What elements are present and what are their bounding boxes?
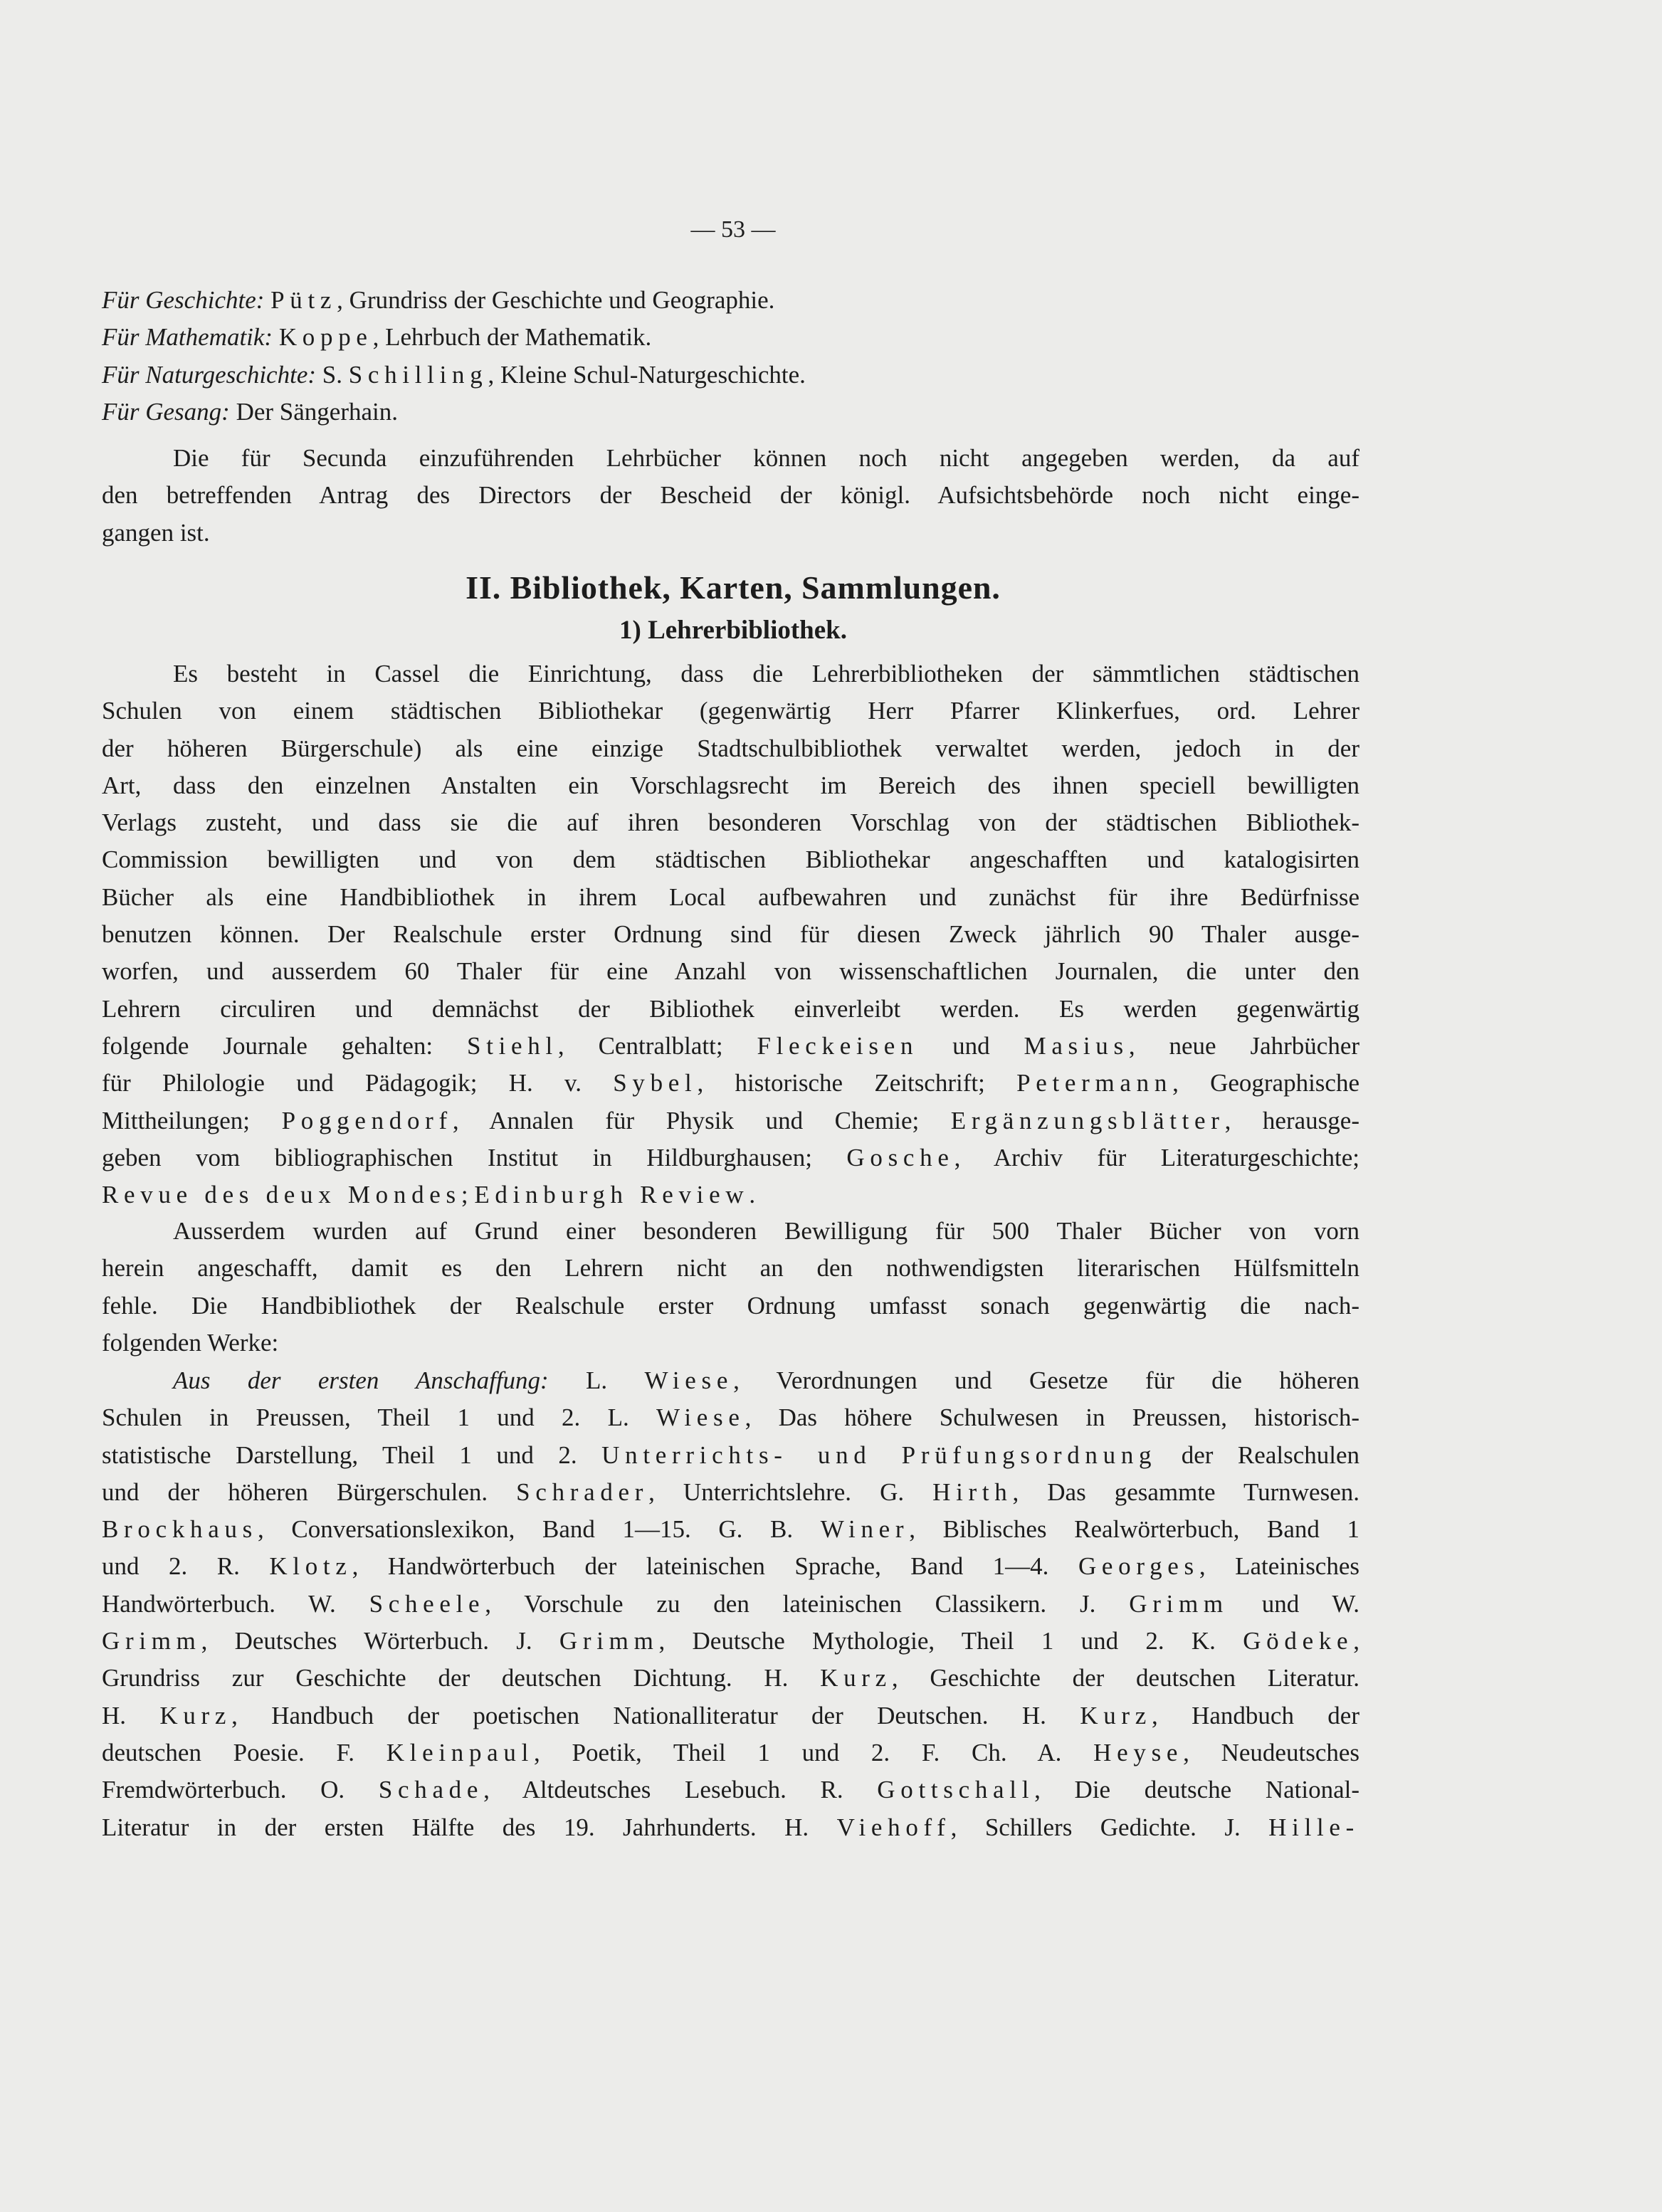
text-line: [102, 1139, 1359, 1176]
text-line: [102, 1511, 1359, 1548]
text-run: H.: [102, 1701, 160, 1729]
spaced-name: Winer: [820, 1515, 910, 1544]
text-run: Der Sängerhain.: [236, 397, 399, 426]
spaced-name: Schrader: [516, 1478, 649, 1506]
subsection-heading: 1) Lehrerbibliothek.: [619, 616, 847, 645]
text-run: , Das gesammte Turnwesen.: [1012, 1478, 1359, 1506]
spaced-name: Hirth: [932, 1478, 1013, 1506]
spaced-name: Revue des deux Mondes: [102, 1181, 461, 1209]
text-run: , Archiv für Literaturgeschichte;: [954, 1143, 1359, 1171]
text-line: [102, 1734, 1359, 1771]
text-line: [102, 916, 1359, 953]
spaced-name: Petermann: [1016, 1069, 1173, 1097]
text-run: , Handwörterbuch der lateinischen Sprache, Band 1—4.: [352, 1552, 1078, 1581]
text-run: statistische Darstellung, Theil 1 und 2.: [102, 1441, 602, 1469]
spaced-name: Gottschall: [877, 1776, 1035, 1804]
text-run: , Deutsches Wörterbuch. J.: [201, 1627, 559, 1655]
text-run: , Biblisches Realwörterbuch, Band 1: [909, 1515, 1359, 1544]
text-run: .: [749, 1181, 756, 1209]
text-run: herein angeschafft, damit es den Lehrern nicht an den nothwendigsten literarischen Hülfsmitteln: [102, 1254, 1359, 1283]
spaced-name: Kleinpaul: [386, 1738, 535, 1766]
italic-label: Für Mathematik:: [102, 323, 279, 352]
text-run: , Centralblatt;: [557, 1031, 757, 1060]
text-line: [102, 1250, 1359, 1287]
spaced-name: Masius: [1024, 1031, 1129, 1060]
text-run: Schulen in Preussen, Theil 1 und 2. L.: [102, 1403, 656, 1432]
spaced-name: Georges: [1078, 1552, 1199, 1581]
text-run: der höheren Bürgerschule) als eine einzige Stadtschulbibliothek verwaltet werden, jedoch in der: [102, 734, 1359, 762]
spaced-name: Heyse: [1093, 1738, 1184, 1766]
text-run: und: [918, 1031, 1024, 1060]
text-run: , Geographische: [1172, 1069, 1359, 1097]
text-run: , Handbuch der poetischen Nationalliteratur der Deutschen. H.: [231, 1701, 1080, 1729]
spaced-name: Edinburgh Review: [474, 1181, 750, 1209]
text-run: , Unterrichtslehre. G.: [648, 1478, 933, 1506]
text-line: [102, 1028, 1359, 1065]
text-run: benutzen können. Der Realschule erster Ordnung sind für diesen Zweck jährlich 90 Thaler ausge-: [102, 920, 1359, 949]
text-run: Grundriss zur Geschichte der deutschen Dichtung. H.: [102, 1664, 821, 1692]
text-line: [102, 1548, 1359, 1585]
italic-label: Für Geschichte:: [102, 286, 271, 314]
spaced-name: Gosche: [846, 1143, 954, 1171]
spaced-name: Unterrichts- und Prüfungsordnung: [601, 1441, 1157, 1469]
text-line: [102, 953, 1359, 990]
text-line: [102, 1474, 1359, 1511]
spaced-name: Schade: [378, 1776, 484, 1804]
text-run: , Handbuch der: [1152, 1701, 1359, 1729]
text-run: gangen ist.: [102, 518, 210, 547]
italic-label: Für Gesang:: [102, 397, 236, 426]
grant-paragraph: [102, 1213, 1359, 1362]
text-run: , Annalen für Physik und Chemie;: [452, 1106, 951, 1134]
text-run: , Deutsche Mythologie, Theil 1 und 2. K.: [658, 1627, 1243, 1655]
spaced-name: Klotz: [269, 1552, 352, 1581]
text-run: und W.: [1228, 1589, 1359, 1618]
section-heading: II. Bibliothek, Karten, Sammlungen.: [466, 569, 1001, 606]
italic-label: Aus der ersten Anschaffung:: [173, 1366, 587, 1394]
text-run: ,: [1353, 1627, 1359, 1655]
textbook-list: [102, 282, 1359, 431]
spaced-name: Brockhaus: [102, 1515, 258, 1544]
spaced-name: Hille-: [1268, 1813, 1360, 1841]
text-run: , Verordnungen und Gesetze für die höheren: [733, 1366, 1359, 1394]
text-line: [102, 692, 1359, 730]
text-run: , Schillers Gedichte. J.: [950, 1813, 1269, 1841]
text-run: fehle. Die Handbibliothek der Realschule erster Ordnung umfasst sonach gegenwärtig die nach-: [102, 1291, 1359, 1320]
spaced-name: Grimm: [102, 1627, 201, 1655]
text-line: [102, 804, 1359, 841]
spaced-name: Pütz: [270, 286, 337, 314]
text-line: [102, 515, 1359, 552]
text-run: Fremdwörterbuch. O.: [102, 1776, 379, 1804]
spaced-name: Koppe: [278, 323, 373, 352]
text-run: Ausserdem wurden auf Grund einer besonderen Bewilligung für 500 Thaler Bücher von vorn: [173, 1217, 1359, 1245]
text-line: [102, 1697, 1359, 1734]
text-line: [102, 477, 1359, 514]
text-line: [102, 1660, 1359, 1697]
text-run: , Grundriss der Geschichte und Geographie.: [337, 286, 775, 314]
text-run: Mittheilungen;: [102, 1106, 282, 1134]
text-run: , herausge-: [1224, 1106, 1359, 1134]
text-run: S.: [322, 360, 349, 389]
text-line: [102, 1809, 1359, 1846]
text-line: [102, 1623, 1359, 1660]
spaced-name: Viehoff: [836, 1813, 951, 1841]
text-line: [102, 357, 1359, 394]
text-line: [102, 1065, 1359, 1102]
text-run: der Realschulen: [1157, 1441, 1359, 1469]
text-line: [102, 1586, 1359, 1623]
text-run: und 2. R.: [102, 1552, 270, 1581]
text-line: [102, 655, 1359, 692]
text-run: , Poetik, Theil 1 und 2. F. Ch. A.: [534, 1738, 1094, 1766]
spaced-name: Poggendorf: [281, 1106, 453, 1134]
text-run: , Conversationslexikon, Band 1—15. G. B.: [258, 1515, 821, 1544]
spaced-name: Scheele: [369, 1589, 485, 1618]
spaced-name: Sybel: [613, 1069, 698, 1097]
text-line: [102, 767, 1359, 804]
page-number: — 53 —: [690, 216, 776, 243]
spaced-name: Gödeke: [1243, 1627, 1354, 1655]
spaced-name: Schilling: [348, 360, 488, 389]
text-run: Lehrern circuliren und demnächst der Bibliothek einverleibt werden. Es werden gegenwärtig: [102, 994, 1359, 1023]
text-run: für Philologie und Pädagogik; H. v.: [102, 1069, 614, 1097]
text-line: [102, 1102, 1359, 1139]
spaced-name: Kurz: [159, 1701, 232, 1729]
text-run: , Kleine Schul-Naturgeschichte.: [488, 360, 806, 389]
text-run: und der höheren Bürgerschulen.: [102, 1478, 517, 1506]
text-run: , Neudeutsches: [1183, 1738, 1360, 1766]
spaced-name: Fleckeisen: [757, 1031, 919, 1060]
text-run: , neue Jahrbücher: [1128, 1031, 1360, 1060]
spaced-name: Grimm: [559, 1627, 659, 1655]
text-line: [102, 1362, 1359, 1399]
text-line: [102, 1399, 1359, 1436]
text-run: den betreffenden Antrag des Directors der Bescheid der königl. Aufsichtsbehörde noch nicht einge-: [102, 481, 1359, 510]
text-line: [102, 1437, 1359, 1474]
text-run: , Die deutsche National-: [1034, 1776, 1360, 1804]
text-line: [102, 282, 1359, 319]
secunda-paragraph: [102, 440, 1359, 552]
text-run: ;: [461, 1181, 475, 1209]
text-run: Handwörterbuch. W.: [102, 1589, 369, 1618]
spaced-name: Kurz: [1080, 1701, 1152, 1729]
text-run: , Lehrbuch der Mathematik.: [372, 323, 652, 352]
text-run: , Altdeutsches Lesebuch. R.: [483, 1776, 878, 1804]
spaced-name: Kurz: [820, 1664, 892, 1692]
text-line: [102, 440, 1359, 477]
spaced-name: Wiese: [656, 1403, 745, 1432]
text-run: Verlags zusteht, und dass sie die auf ihren besonderen Vorschlag von der städtischen Bibliothek-: [102, 809, 1359, 837]
text-run: Bücher als eine Handbibliothek in ihrem Local aufbewahren und zunächst für ihre Bedürfnisse: [102, 883, 1359, 911]
text-run: Es besteht in Cassel die Einrichtung, dass die Lehrerbibliotheken der sämmtlichen städtischen: [173, 660, 1359, 688]
text-run: worfen, und ausserdem 60 Thaler für eine Anzahl von wissenschaftlichen Journalen, die unter den: [102, 957, 1359, 986]
text-run: , Vorschule zu den lateinischen Classikern. J.: [485, 1589, 1130, 1618]
text-run: Commission bewilligten und von dem städtischen Bibliothekar angeschafften und katalogisirten: [102, 846, 1359, 874]
text-run: geben vom bibliographischen Institut in Hildburghausen;: [102, 1143, 847, 1171]
text-line: [102, 1176, 1359, 1213]
text-run: L.: [586, 1366, 645, 1394]
text-run: Art, dass den einzelnen Anstalten ein Vorschlagsrecht im Bereich des ihnen speciell bewilligten: [102, 771, 1359, 799]
acquisition-paragraph: [102, 1362, 1359, 1846]
spaced-name: Grimm: [1129, 1589, 1229, 1618]
library-paragraph: [102, 655, 1359, 1213]
text-line: [102, 879, 1359, 916]
text-line: [102, 319, 1359, 356]
text-run: Literatur in der ersten Hälfte des 19. Jahrhunderts. H.: [102, 1813, 837, 1841]
text-run: folgenden Werke:: [102, 1328, 279, 1357]
text-run: , historische Zeitschrift;: [697, 1069, 1017, 1097]
text-run: Die für Secunda einzuführenden Lehrbücher können noch nicht angegeben werden, da auf: [173, 444, 1359, 472]
text-run: deutschen Poesie. F.: [102, 1738, 386, 1766]
text-run: , Das höhere Schulwesen in Preussen, historisch-: [745, 1403, 1359, 1432]
text-run: Schulen von einem städtischen Bibliothekar (gegenwärtig Herr Pfarrer Klinkerfues, ord. Lehrer: [102, 697, 1359, 725]
text-run: , Geschichte der deutschen Literatur.: [891, 1664, 1359, 1692]
spaced-name: Stiehl: [467, 1031, 558, 1060]
text-line: [102, 991, 1359, 1028]
text-line: [102, 1287, 1359, 1324]
text-line: [102, 1771, 1359, 1808]
text-line: [102, 1213, 1359, 1250]
text-line: [102, 730, 1359, 767]
italic-label: Für Naturgeschichte:: [102, 360, 322, 389]
text-line: [102, 841, 1359, 878]
spaced-name: Wiese: [644, 1366, 734, 1394]
text-run: , Lateinisches: [1199, 1552, 1360, 1581]
text-line: [102, 394, 1359, 431]
text-line: [102, 1324, 1359, 1362]
text-run: folgende Journale gehalten:: [102, 1031, 468, 1060]
spaced-name: Ergänzungsblätter: [950, 1106, 1225, 1134]
